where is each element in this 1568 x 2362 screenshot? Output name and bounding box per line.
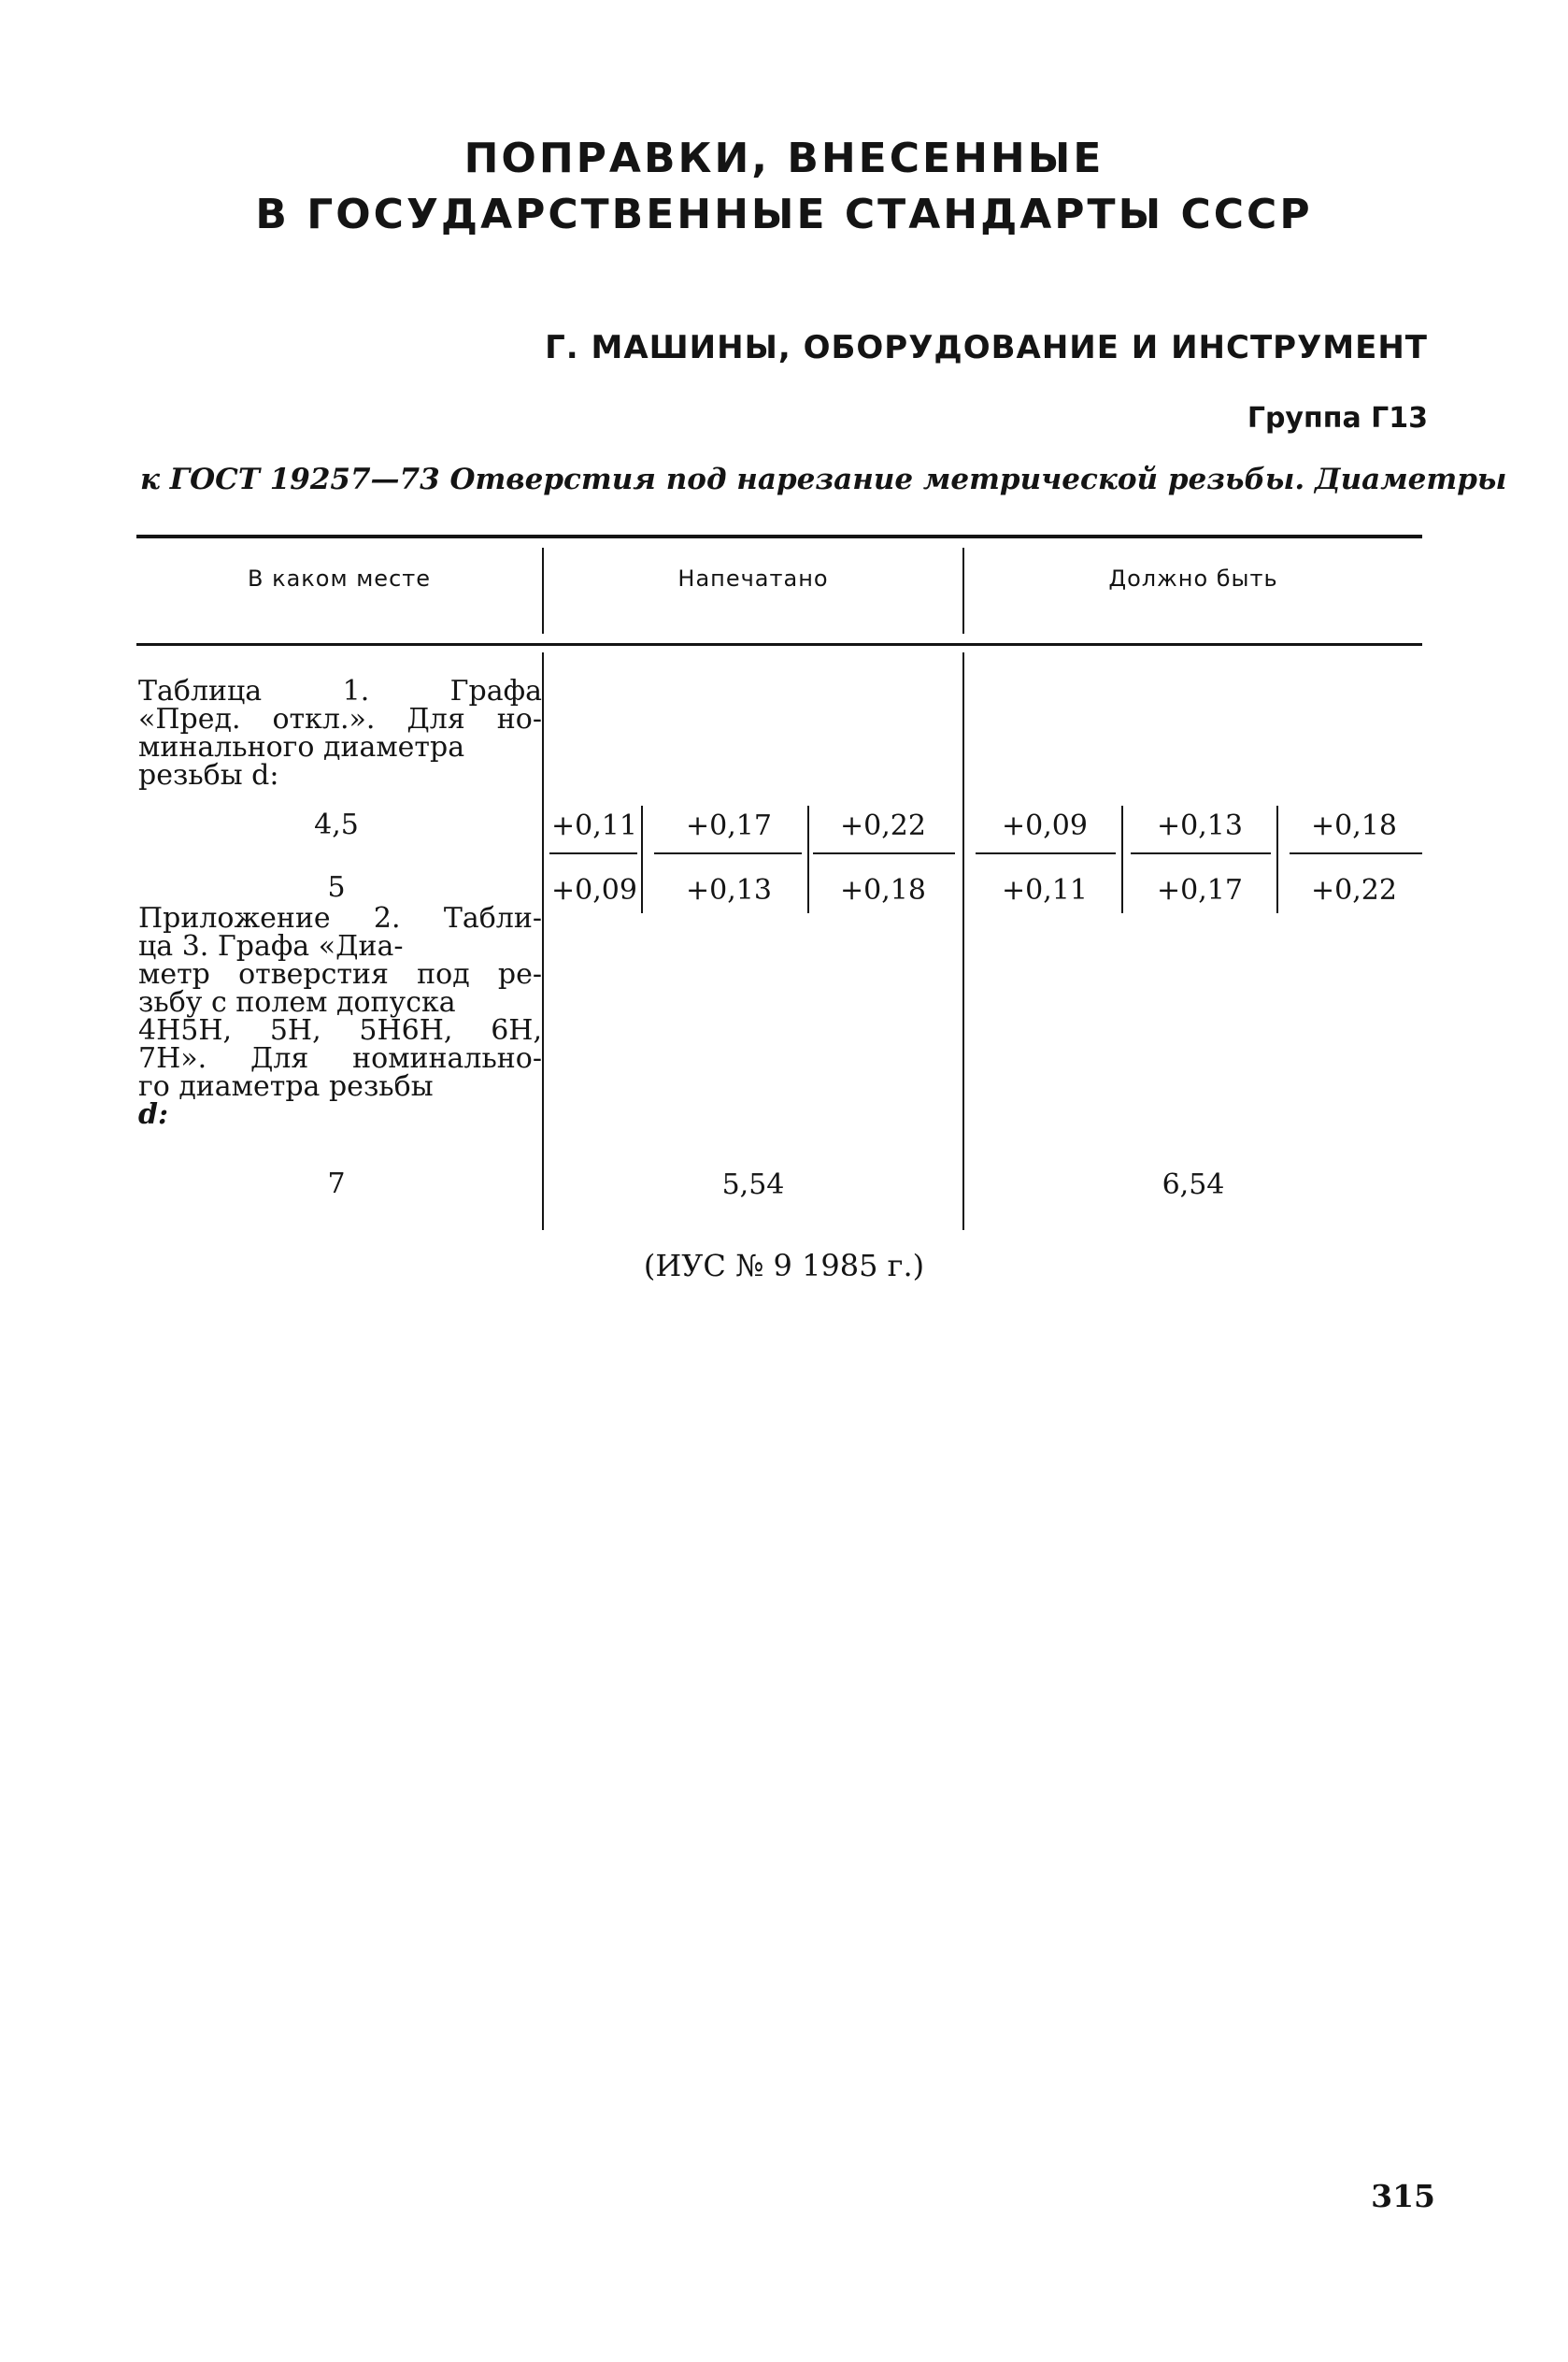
group-label: Группа Г13 [1247, 402, 1428, 435]
should-be-fraction-line-1 [976, 852, 1116, 854]
printed-value-r2-c2: +0,13 [686, 874, 772, 907]
should-be-value-r2-c2: +0,17 [1157, 874, 1243, 907]
entry2-printed-value: 5,54 [721, 1168, 785, 1201]
entry2-line-7: го диаметра резьбы [138, 1070, 434, 1103]
entry1-row-label-1: 4,5 [314, 809, 359, 841]
printed-fraction-line-3 [813, 852, 955, 854]
table-header-rule [136, 643, 1422, 646]
should-be-value-r2-c3: +0,22 [1311, 874, 1397, 907]
entry1-line-2: «Пред. откл.». Для но- [138, 703, 542, 736]
footnote-source: (ИУС № 9 1985 г.) [643, 1248, 925, 1283]
should-be-subdivider-1 [1121, 806, 1123, 913]
entry2-line-6: 7H». Для номинально- [138, 1042, 542, 1075]
should-be-fraction-line-3 [1290, 852, 1422, 854]
printed-value-r1-c2: +0,17 [686, 809, 772, 842]
page-title-line-2: В ГОСУДАРСТВЕННЫЕ СТАНДАРТЫ СССР [255, 191, 1313, 238]
entry1-description [138, 675, 542, 792]
entry2-line-3: метр отверстия под ре- [138, 958, 542, 991]
entry1-line-4: резьбы d: [138, 759, 279, 792]
header-printed: Напечатано [677, 565, 829, 592]
entry2-line-1: Приложение 2. Табли- [138, 902, 542, 935]
should-be-value-r1-c1: +0,09 [1002, 809, 1088, 842]
printed-value-r2-c1: +0,09 [551, 874, 637, 907]
entry1-row-label-2: 5 [327, 871, 346, 904]
page-number: 315 [1371, 2178, 1435, 2214]
page-title-line-1: ПОПРАВКИ, ВНЕСЕННЫЕ [463, 135, 1105, 182]
printed-fraction-line-2 [654, 852, 802, 854]
entry2-description [138, 902, 542, 1131]
printed-fraction-line-1 [549, 852, 637, 854]
entry1-line-1: Таблица 1. Графа [138, 675, 542, 708]
table-top-rule [136, 535, 1422, 538]
entry2-line-8: d: [138, 1098, 169, 1131]
header-location: В каком месте [247, 565, 432, 592]
entry2-line-5: 4H5H, 5H, 5H6H, 6H, [138, 1014, 542, 1047]
printed-value-r1-c3: +0,22 [840, 809, 926, 842]
printed-subdivider-1 [641, 806, 643, 913]
entry2-should-be-value: 6,54 [1162, 1168, 1225, 1201]
entry2-row-label: 7 [327, 1167, 346, 1200]
should-be-value-r1-c2: +0,13 [1157, 809, 1243, 842]
should-be-value-r2-c1: +0,11 [1002, 874, 1088, 907]
column-divider-2-body [962, 652, 964, 1230]
printed-value-r1-c1: +0,11 [551, 809, 637, 842]
header-should-be: Должно быть [1108, 565, 1278, 592]
should-be-value-r1-c3: +0,18 [1311, 809, 1397, 842]
printed-subdivider-2 [807, 806, 809, 913]
entry2-line-4: зьбу с полем допуска [138, 986, 456, 1019]
entry1-line-3: минального диаметра [138, 731, 465, 764]
section-heading: Г. МАШИНЫ, ОБОРУДОВАНИЕ И ИНСТРУМЕНТ [545, 329, 1428, 366]
should-be-subdivider-2 [1276, 806, 1278, 913]
should-be-fraction-line-2 [1131, 852, 1271, 854]
printed-value-r2-c3: +0,18 [840, 874, 926, 907]
entry2-line-2: ца 3. Графа «Диа- [138, 930, 404, 963]
column-divider-1-body [542, 652, 544, 1230]
standard-reference: к ГОСТ 19257—73 Отверстия под нарезание метрической резьбы. Диаметры [140, 463, 1507, 496]
